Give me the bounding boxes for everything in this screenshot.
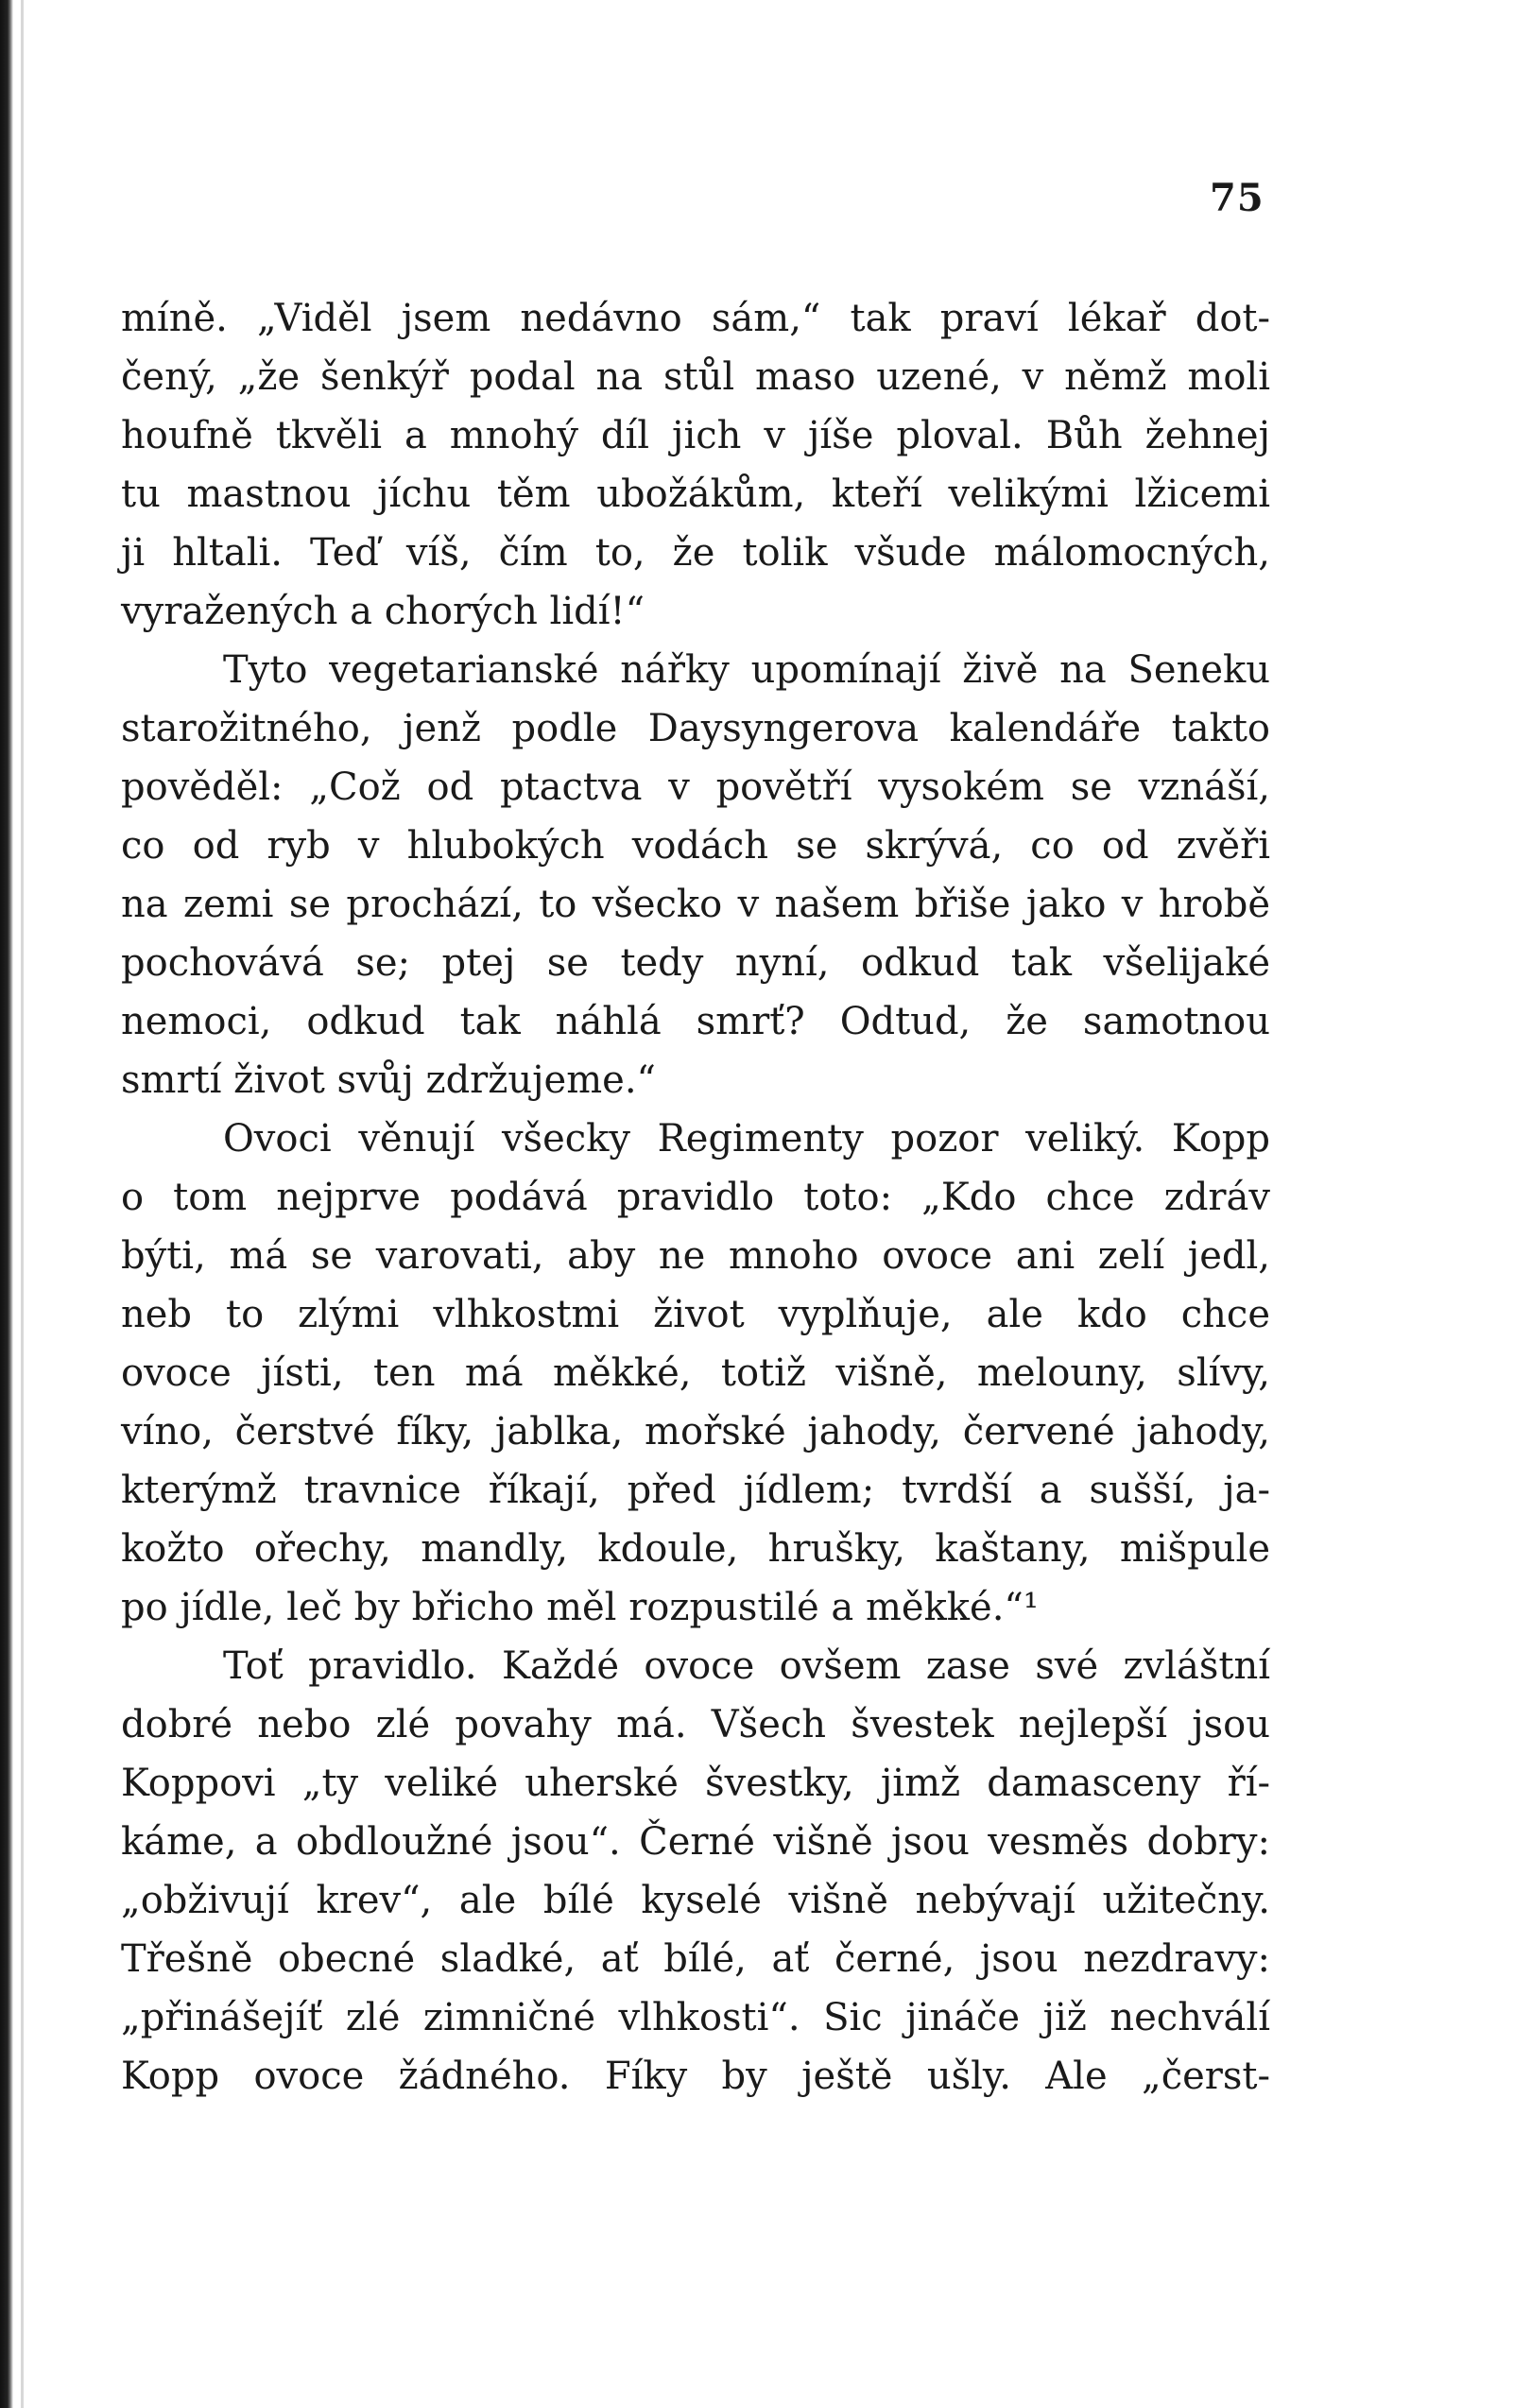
text-line: čený, „že šenkýř podal na stůl maso uzené, v němž moli — [121, 355, 1270, 399]
book-spine-shadow — [0, 0, 13, 2408]
text-line: „přinášejíť zlé zimničné vlhkosti“. Sic jináče již nechválí — [121, 1996, 1270, 2039]
page-number: 75 — [1210, 176, 1265, 220]
text-line: ovoce jísti, ten má měkké, totiž višně, melouny, slívy, — [121, 1351, 1270, 1395]
text-line: pochovává se; ptej se tedy nyní, odkud tak všelijaké — [121, 941, 1270, 985]
text-line: tu mastnou jíchu těm ubožákům, kteří velikými lžicemi — [121, 473, 1270, 516]
text-line: ji hltali. Teď víš, čím to, že tolik všude málomocných, — [121, 531, 1270, 575]
text-line: dobré nebo zlé povahy má. Všech švestek nejlepší jsou — [121, 1703, 1270, 1746]
text-line: nemoci, odkud tak náhlá smrť? Odtud, že samotnou — [121, 1000, 1270, 1043]
text-line: kterýmž travnice říkají, před jídlem; tvrdší a sušší, ja- — [121, 1469, 1270, 1512]
text-line: houfně tkvěli a mnohý díl jich v jíše ploval. Bůh žehnej — [121, 414, 1270, 457]
text-line: Tyto vegetarianské nářky upomínají živě na Seneku — [223, 648, 1270, 692]
text-line: káme, a obdloužné jsou“. Černé višně jsou vesměs dobry: — [121, 1820, 1270, 1864]
text-line: pověděl: „Což od ptactva v povětří vysokém se vznáší, — [121, 765, 1270, 809]
text-line: víno, čerstvé fíky, jablka, mořské jahody, červené jahody, — [121, 1410, 1270, 1453]
text-line: o tom nejprve podává pravidlo toto: „Kdo chce zdráv — [121, 1176, 1270, 1219]
text-line: starožitného, jenž podle Daysyngerova kalendáře takto — [121, 707, 1270, 750]
text-line: neb to zlými vlhkostmi život vyplňuje, ale kdo chce — [121, 1293, 1270, 1336]
text-line: co od ryb v hlubokých vodách se skrývá, co od zvěři — [121, 824, 1270, 868]
text-line: smrtí život svůj zdržujeme.“ — [121, 1058, 656, 1102]
text-line: na zemi se prochází, to všecko v našem břiše jako v hrobě — [121, 883, 1270, 926]
text-line: kožto ořechy, mandly, kdoule, hrušky, kaštany, mišpule — [121, 1527, 1270, 1571]
body-text — [121, 289, 1270, 2106]
text-line: po jídle, leč by břicho měl rozpustilé a měkké.“¹ — [121, 1586, 1039, 1629]
page-edge-line — [21, 0, 24, 2408]
text-line: Koppovi „ty veliké uherské švestky, jimž damasceny ří- — [121, 1762, 1270, 1805]
text-line: Toť pravidlo. Každé ovoce ovšem zase své zvláštní — [223, 1644, 1270, 1688]
text-line: býti, má se varovati, aby ne mnoho ovoce ani zelí jedl, — [121, 1234, 1270, 1278]
text-line: Třešně obecné sladké, ať bílé, ať černé, jsou nezdravy: — [121, 1937, 1270, 1981]
text-line: míně. „Viděl jsem nedávno sám,“ tak praví lékař dot- — [121, 297, 1270, 340]
text-line: vyražených a chorých lidí!“ — [121, 590, 645, 633]
text-line: Kopp ovoce žádného. Fíky by ještě ušly. Ale „čerst- — [121, 2055, 1270, 2098]
text-line: „obživují krev“, ale bílé kyselé višně nebývají užitečny. — [121, 1879, 1270, 1922]
text-line: Ovoci věnují všecky Regimenty pozor veliký. Kopp — [223, 1117, 1270, 1161]
